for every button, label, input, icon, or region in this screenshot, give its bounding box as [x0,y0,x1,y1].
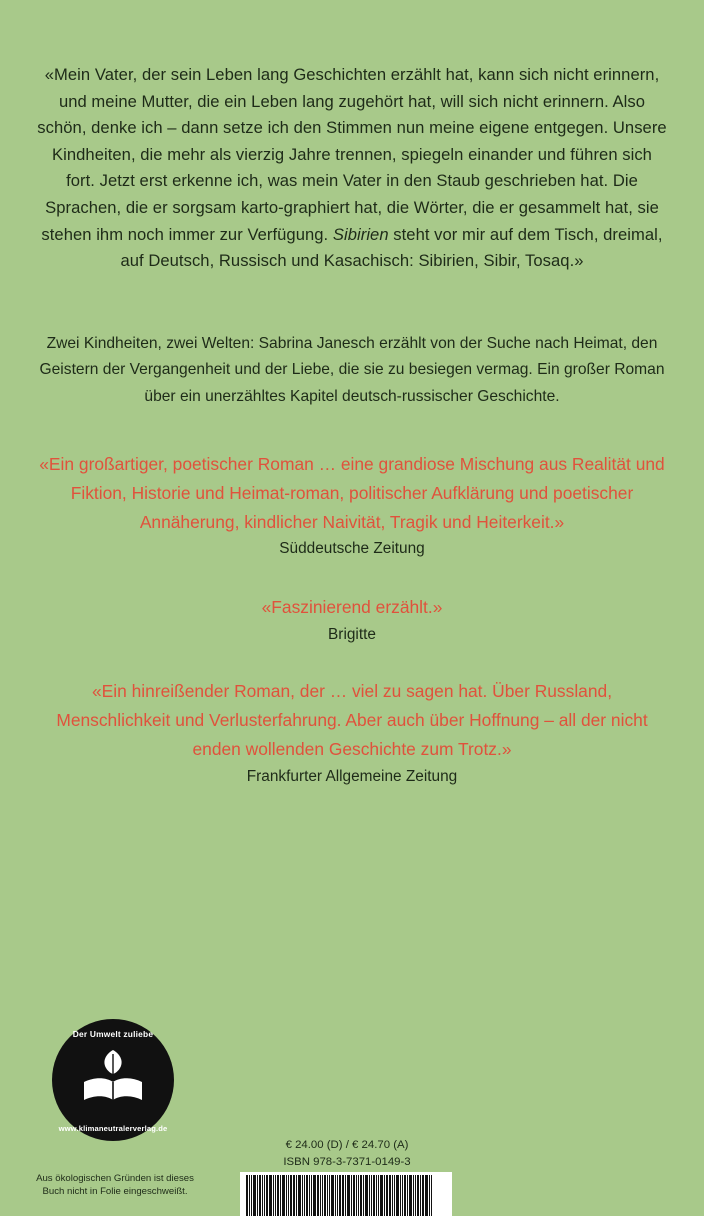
review-item [36,450,668,561]
blurb-text: Zwei Kindheiten, zwei Welten: Sabrina Janesch erzählt von der Suche nach Heimat, den Geistern der Vergangenheit und der Liebe, die sie zu besiegen vermag. Ein großer Roman über ein unerzähltes Kapitel deutsch-russischer Geschichte. [39,334,665,405]
review-quote: «Faszinierend erzählt.» [261,597,443,618]
review-item [36,593,668,647]
book-back-cover [0,62,704,1216]
price-text: € 24.00 (D) / € 24.70 (A) [285,1139,409,1151]
cover-footer [0,1026,704,1216]
review-source: Frankfurter Allgemeine Zeitung [246,767,458,785]
climate-neutral-seal [52,1019,174,1141]
review-quote: «Ein hinreißender Roman, der … viel zu sagen hat. Über Russland, Menschlichkeit und Verlusterfahrung. Aber auch über Hoffnung – all der nicht enden wollenden Geschichte zum Trotz.» [56,681,648,759]
review-quote: «Ein großartiger, poetischer Roman … eine grandiose Mischung aus Realität und Fiktion, Historie und Heimat-roman, politischer Aufklärung und poetischer Annäherung, kindlicher Naivität, Tragik und Heiterkeit.» [39,453,665,532]
leaf-book-icon [52,1046,174,1109]
press-reviews [36,450,668,789]
seal-top-text: Der Umwelt zuliebe [72,1029,154,1039]
barcode [240,1172,452,1216]
review-source: Brigitte [328,626,376,644]
isbn-text: ISBN 978-3-7371-0149-3 [283,1155,411,1168]
main-quote-part1: «Mein Vater, der sein Leben lang Geschichten erzählt hat, kann sich nicht erinnern, und meine Mutter, die ein Leben lang zugehört hat, will sich nicht erinnern. Also schön, denke ich – dann setze ich den Stimmen nun meine eigene entgegen. Unsere Kindheiten, die mehr als vierzig Jahre trennen, spiegeln einander und führen sich fort. Jetzt erst erkenne ich, was mein Vater in den Staub geschrieben hat. Die Sprachen, die er sorgsam karto-graphiert hat, die Wörter, die er gesammelt hat, sie stehen ihm noch immer zur Verfügung. [37,65,667,244]
barcode-bars [246,1175,446,1216]
review-item [36,677,668,788]
review-source: Süddeutsche Zeitung [279,540,425,558]
eco-note: Aus ökologischen Gründen ist dieses Buch nicht in Folie eingeschweißt. [36,1173,194,1197]
seal-bottom-text: www.klimaneutralerverlag.de [58,1124,168,1133]
main-quote [36,62,668,275]
main-quote-part2: steht vor mir auf dem Tisch, dreimal, auf Deutsch, Russisch und Kasachisch: Sibirien, Sibir, Tosaq.» [120,224,663,271]
main-quote-book-title: Sibirien [332,224,389,244]
